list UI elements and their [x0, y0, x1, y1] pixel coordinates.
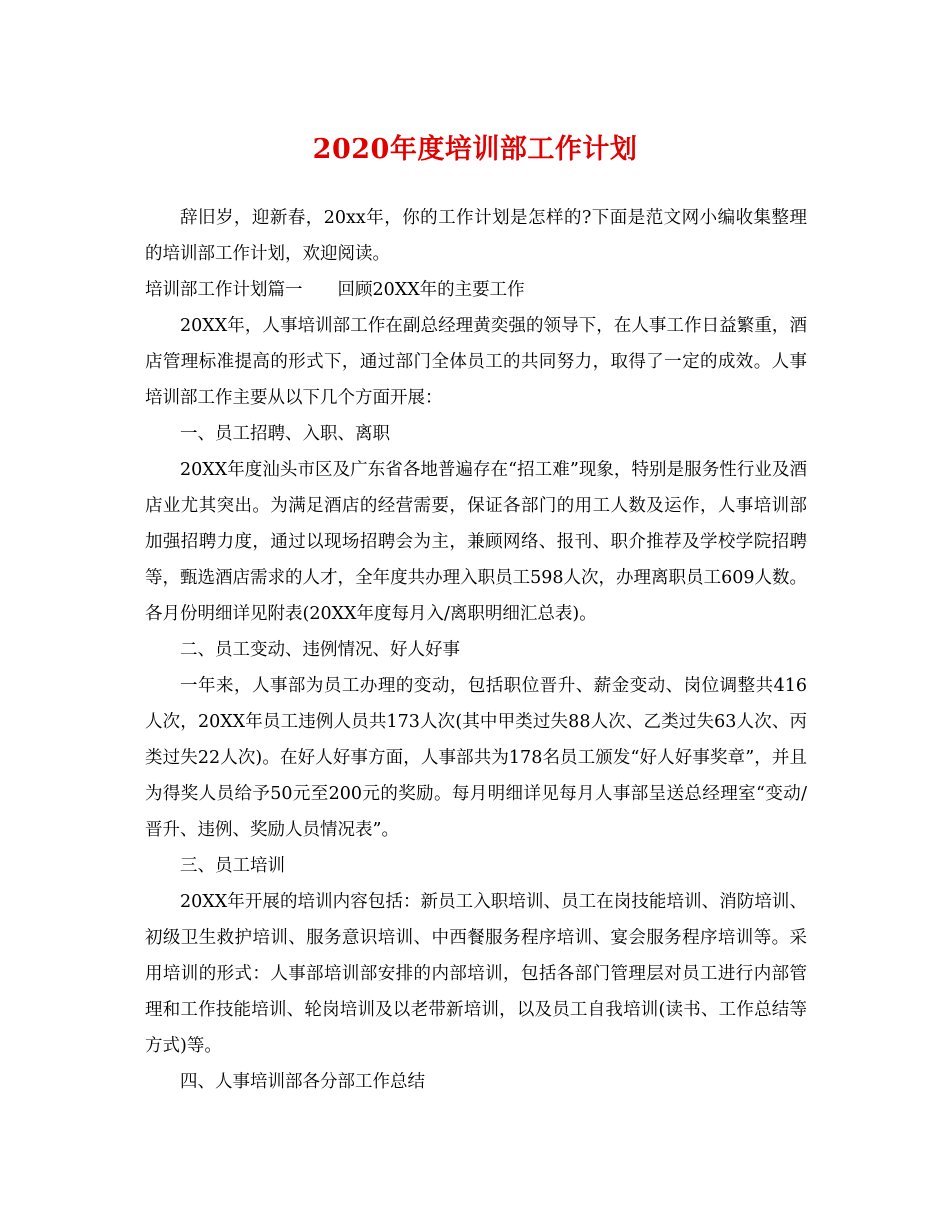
section-heading-recruitment: 一、员工招聘、入职、离职 [180, 424, 390, 444]
recruitment-paragraph: 20XX年度汕头市区及广东省各地普遍存在“招工难”现象，特别是服务性行业及酒店业尤其突出。为满足酒店的经营需要，保证各部门的用工人数及运作，人事培训部加强招聘力度，通过以现场招聘会为主，兼顾网络、报刊、职介推荐及学校学院招聘等，甄选酒店需求的人才，全年度共办理入职员工598人次，办理离职员工609人数。各月份明细详见附表(20XX年度每月入/离职明细汇总表)。 [145, 460, 807, 624]
training-paragraph: 20XX年开展的培训内容包括：新员工入职培训、员工在岗技能培训、消防培训、初级卫生救护培训、服务意识培训、中西餐服务程序培训、宴会服务程序培训等。采用培训的形式：人事部培训部安排的内部培训，包括各部门管理层对员工进行内部管理和工作技能培训、轮岗培训及以老带新培训，以及员工自我培训(读书、工作总结等方式)等。 [145, 892, 807, 1056]
overview-paragraph: 20XX年，人事培训部工作在副总经理黄奕强的领导下，在人事工作日益繁重，酒店管理标准提高的形式下，通过部门全体员工的共同努力，取得了一定的成效。人事培训部工作主要从以下几个方面开展： [145, 316, 807, 408]
section-heading-changes: 二、员工变动、违例情况、好人好事 [180, 640, 460, 660]
section-heading-training: 三、员工培训 [180, 856, 285, 876]
document-body [145, 200, 807, 1100]
plan-section-heading: 培训部工作计划篇一 回顾20XX年的主要工作 [145, 280, 525, 300]
document-title: 2020年度培训部工作计划 [312, 134, 638, 165]
changes-paragraph: 一年来，人事部为员工办理的变动，包括职位晋升、薪金变动、岗位调整共416人次，20XX年员工违例人员共173人次(其中甲类过失88人次、乙类过失63人次、丙类过失22人次)。在好人好事方面，人事部共为178名员工颁发“好人好事奖章”，并且为得奖人员给予50元至200元的奖励。每月明细详见每月人事部呈送总经理室“变动/晋升、违例、奖励人员情况表”。 [145, 676, 807, 840]
section-heading-summary: 四、人事培训部各分部工作总结 [180, 1072, 425, 1092]
intro-paragraph: 辞旧岁，迎新春，20xx年，你的工作计划是怎样的?下面是范文网小编收集整理的培训部工作计划，欢迎阅读。 [145, 208, 807, 264]
